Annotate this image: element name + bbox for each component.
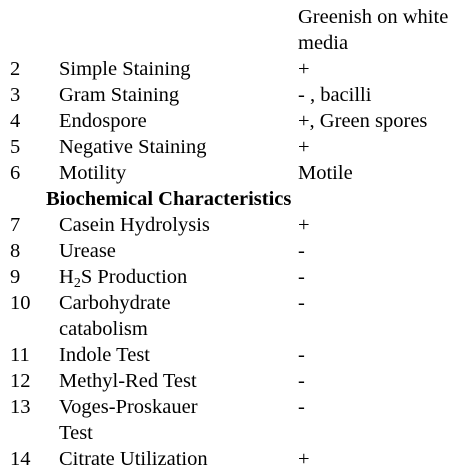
row-number: 12 [10,370,31,392]
test-name: Urease [59,240,116,262]
row-number: 4 [10,110,21,132]
test-name: Casein Hydrolysis [59,214,210,236]
result-cell: - [298,370,305,392]
row-number: 13 [10,396,31,418]
table-row [0,108,474,134]
test-name-suffix: S Production [80,266,188,288]
result-cell: - [298,240,305,262]
table-row [0,30,474,56]
result-cell: - [298,344,305,366]
result-cell: + [298,214,310,236]
test-name: Test [59,422,93,444]
result-cell: - [298,266,305,288]
clipped-text-line [298,0,474,2]
result-cell: + [298,58,310,80]
test-name: Negative Staining [59,136,207,158]
test-name [59,264,187,290]
result-cell: - [298,396,305,418]
result-cell: Greenish on white [298,6,449,28]
table-row [0,4,474,30]
test-name-prefix: H [59,266,74,288]
table-row [0,342,474,368]
test-name: Indole Test [59,344,150,366]
row-number: 8 [10,240,21,262]
test-name: Voges-Proskauer [59,396,198,418]
table-row-continuation [0,420,474,446]
table-row [0,134,474,160]
result-cell: - , bacilli [298,84,372,106]
test-name: Citrate Utilization [59,448,208,470]
table-row [0,394,474,420]
test-name: Methyl-Red Test [59,370,197,392]
row-number: 10 [10,292,31,314]
result-cell: + [298,448,310,470]
table-row-continuation [0,316,474,342]
table-row [0,446,474,472]
subscript: 2 [73,276,81,291]
table-row [0,160,474,186]
test-name: Endospore [59,110,147,132]
result-cell: + [298,136,310,158]
section-heading: Biochemical Characteristics [46,188,292,210]
row-number: 9 [10,266,21,288]
table-row [0,56,474,82]
table-row [0,264,474,290]
table-row [0,82,474,108]
table-row [0,368,474,394]
result-cell: media [298,32,349,54]
test-name: catabolism [59,318,148,340]
result-cell: Motile [298,162,353,184]
test-name: Carbohydrate [59,292,171,314]
row-number: 6 [10,162,21,184]
table-row [0,212,474,238]
test-name: Motility [59,162,127,184]
row-number: 2 [10,58,21,80]
test-name: Simple Staining [59,58,191,80]
table-row [0,238,474,264]
row-number: 14 [10,448,31,470]
row-number: 3 [10,84,21,106]
table-row [0,290,474,316]
row-number: 5 [10,136,21,158]
row-number: 7 [10,214,21,236]
row-number: 11 [10,344,30,366]
result-cell: +, Green spores [298,110,428,132]
test-name: Gram Staining [59,84,180,106]
result-cell: - [298,292,305,314]
